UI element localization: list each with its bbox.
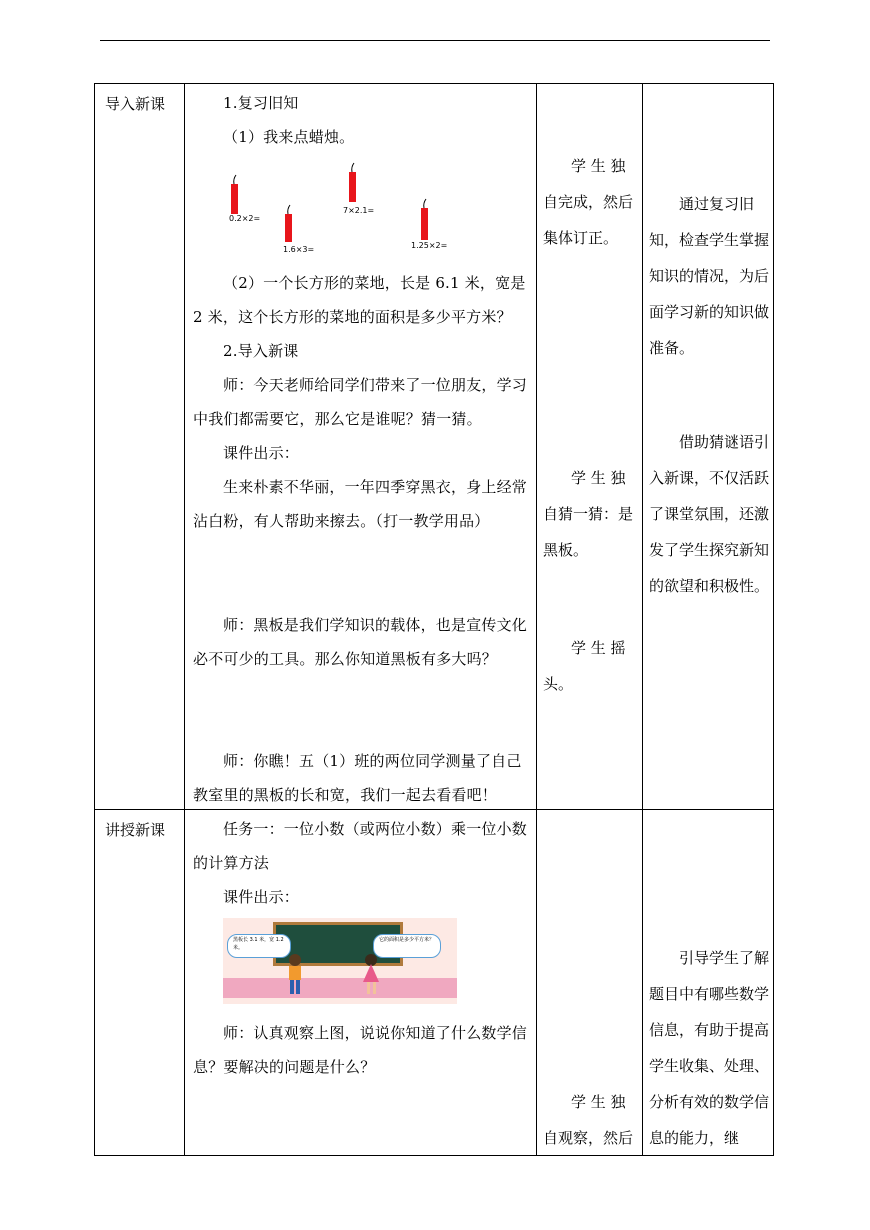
stage-cell <box>95 810 185 1156</box>
design-intent-cell <box>643 810 774 1156</box>
table-row <box>95 810 774 1156</box>
candles-graphic <box>225 162 525 262</box>
riddle-text: 生来朴素不华丽，一年四季穿黑衣，身上经常沾白粉，有人帮助来擦去。（打一教学用品） <box>193 478 528 530</box>
section-heading: 2.导入新课 <box>223 342 299 360</box>
content-cell <box>185 810 537 1156</box>
candle-label: 0.2×2= <box>229 214 261 223</box>
teacher-text: 师：认真观察上图，说说你知道了什么数学信息？要解决的问题是什么？ <box>193 1024 528 1076</box>
table-row <box>95 84 774 810</box>
student-activity-text: 学 生 独自猜一猜：是黑板。 <box>543 469 634 559</box>
teacher-text: 师：黑板是我们学知识的载体，也是宣传文化必不可少的工具。那么你知道黑板有多大吗？ <box>193 616 528 668</box>
teacher-text: 课件出示： <box>223 888 300 906</box>
question-text: （2）一个长方形的菜地，长是 6.1 米，宽是 2 米，这个长方形的菜地的面积是多少平方米？ <box>193 274 526 326</box>
stage-platform <box>223 978 457 998</box>
section-heading: 1.复习旧知 <box>223 94 299 112</box>
candle-label: 1.6×3= <box>283 245 315 254</box>
stage-label: 导入新课 <box>105 95 166 113</box>
student-activity-cell <box>537 810 643 1156</box>
boy-figure <box>281 952 311 1002</box>
student-activity-cell <box>537 84 643 810</box>
lesson-plan-table <box>94 83 774 1156</box>
question-text: （1）我来点蜡烛。 <box>223 128 355 146</box>
bubble-text: 黑板长 3.1 米，宽 1.2 米。 <box>233 937 284 951</box>
teacher-text: 课件出示： <box>223 444 300 462</box>
student-activity-text: 学 生 独自完成，然后集体订正。 <box>543 157 634 247</box>
design-intent-text: 引导学生了解题目中有哪些数学信息，有助于提高学生收集、处理、分析有效的数学信息的能力，继 <box>649 949 770 1147</box>
task-heading: 任务一：一位小数（或两位小数）乘一位小数的计算方法 <box>193 820 528 872</box>
bubble-text: 它的面积是多少平方米？ <box>379 937 435 943</box>
stage-label: 讲授新课 <box>105 821 166 839</box>
candle-label: 7×2.1= <box>343 206 375 215</box>
stage-cell <box>95 84 185 810</box>
design-intent-text: 通过复习旧知，检查学生掌握知识的情况，为后面学习新的知识做准备。 <box>649 195 770 357</box>
student-activity-text: 学 生 摇头。 <box>543 639 626 693</box>
student-activity-text: 学 生 独自观察，然后 <box>543 1093 634 1147</box>
classroom-illustration <box>223 918 457 1004</box>
design-intent-cell <box>643 84 774 810</box>
content-cell <box>185 84 537 810</box>
candle-label: 1.25×2= <box>411 241 448 250</box>
teacher-text: 师：今天老师给同学们带来了一位朋友，学习中我们都需要它，那么它是谁呢？猜一猜。 <box>193 376 528 428</box>
header-rule <box>100 40 770 41</box>
girl-figure <box>357 952 387 1002</box>
teacher-text: 师：你瞧！五（1）班的两位同学测量了自己教室里的黑板的长和宽，我们一起去看看吧！ <box>193 752 522 804</box>
design-intent-text: 借助猜谜语引入新课，不仅活跃了课堂氛围，还激发了学生探究新知的欲望和积极性。 <box>649 433 770 595</box>
